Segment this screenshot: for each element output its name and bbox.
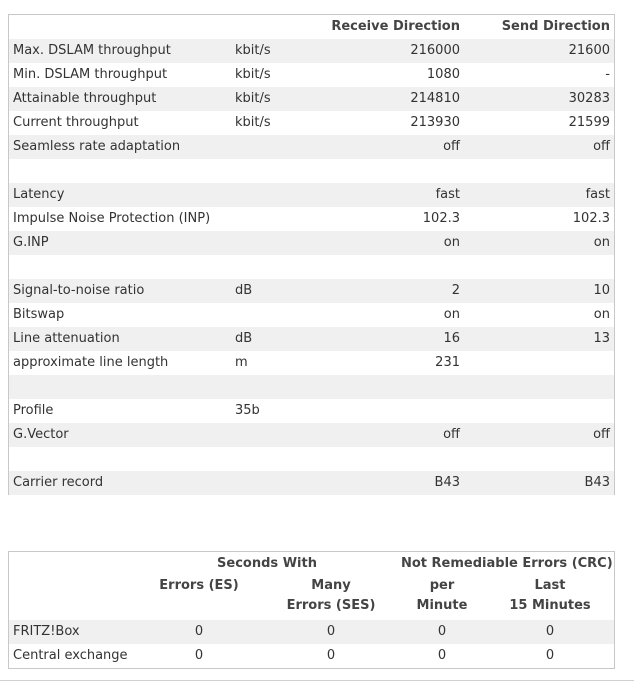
many-errors-value: 0 <box>326 624 336 639</box>
many-errors-header-line2: Errors (SES) <box>286 598 376 613</box>
row-unit: m <box>235 355 248 370</box>
per-minute-value: 0 <box>437 648 447 663</box>
many-errors-value: 0 <box>326 648 336 663</box>
dsl-row <box>9 399 614 423</box>
errors-es-value: 0 <box>194 624 204 639</box>
row-label: Central exchange <box>13 648 128 663</box>
crc-errors-header: Not Remediable Errors (CRC) <box>401 556 613 571</box>
receive-value: 1080 <box>426 67 460 82</box>
row-label: Attainable throughput <box>13 91 157 106</box>
send-direction-header: Send Direction <box>501 19 610 34</box>
error-table-column-header-1 <box>9 576 614 596</box>
many-errors-header-line1: Many <box>311 578 351 593</box>
send-value: 10 <box>593 283 610 298</box>
receive-value: B43 <box>434 475 460 490</box>
send-value: - <box>605 67 610 82</box>
row-unit: kbit/s <box>235 67 271 82</box>
row-label: Signal-to-noise ratio <box>13 283 145 298</box>
dsl-row <box>9 303 614 327</box>
error-counter-table <box>8 551 615 669</box>
row-unit: kbit/s <box>235 115 271 130</box>
row-unit: dB <box>235 331 253 346</box>
row-label: Bitswap <box>13 307 65 322</box>
dsl-row <box>9 351 614 375</box>
spacer-row <box>9 255 614 279</box>
page-divider <box>0 680 634 681</box>
send-value: on <box>593 307 610 322</box>
receive-value: 231 <box>435 355 460 370</box>
errors-es-header: Errors (ES) <box>159 578 239 593</box>
last-15-value: 0 <box>545 624 555 639</box>
row-label: Carrier record <box>13 475 104 490</box>
row-label: Current throughput <box>13 115 139 130</box>
row-label: Impulse Noise Protection (INP) <box>13 211 211 226</box>
send-value: off <box>593 139 610 154</box>
dsl-row <box>9 327 614 351</box>
row-label: G.INP <box>13 235 49 250</box>
dsl-row <box>9 279 614 303</box>
receive-value: 214810 <box>410 91 460 106</box>
row-label: FRITZ!Box <box>13 624 80 639</box>
error-table-column-header-2 <box>9 596 614 620</box>
receive-direction-header: Receive Direction <box>331 19 460 34</box>
send-value: 21600 <box>568 43 610 58</box>
send-value: 30283 <box>568 91 610 106</box>
row-label: approximate line length <box>13 355 169 370</box>
dsl-row <box>9 207 614 231</box>
receive-value: 213930 <box>410 115 460 130</box>
send-value: 13 <box>593 331 610 346</box>
receive-value: on <box>443 307 460 322</box>
receive-value: 16 <box>443 331 460 346</box>
send-value: off <box>593 427 610 442</box>
dsl-row <box>9 471 614 495</box>
send-value: 102.3 <box>572 211 610 226</box>
error-row <box>9 644 614 668</box>
row-label: Min. DSLAM throughput <box>13 67 168 82</box>
row-unit: 35b <box>235 403 260 418</box>
receive-value: fast <box>435 187 460 202</box>
per-minute-header-line1: per <box>429 578 455 593</box>
last-15-header-line1: Last <box>534 578 566 593</box>
send-value: on <box>593 235 610 250</box>
dsl-row <box>9 231 614 255</box>
dsl-row <box>9 135 614 159</box>
errors-es-value: 0 <box>194 648 204 663</box>
receive-value: 102.3 <box>422 211 460 226</box>
error-row <box>9 620 614 644</box>
dsl-row <box>9 183 614 207</box>
last-15-header-line2: 15 Minutes <box>509 598 591 613</box>
dsl-information-table <box>8 14 615 495</box>
send-value: fast <box>585 187 610 202</box>
row-label: Max. DSLAM throughput <box>13 43 171 58</box>
row-label: Profile <box>13 403 54 418</box>
per-minute-value: 0 <box>437 624 447 639</box>
row-label: Seamless rate adaptation <box>13 139 181 154</box>
receive-value: off <box>443 427 460 442</box>
row-unit: dB <box>235 283 253 298</box>
receive-value: off <box>443 139 460 154</box>
per-minute-header-line2: Minute <box>416 598 468 613</box>
send-value: B43 <box>584 475 610 490</box>
dsl-row <box>9 111 614 135</box>
spacer-row <box>9 447 614 471</box>
receive-value: on <box>443 235 460 250</box>
seconds-with-header: Seconds With <box>217 556 317 571</box>
row-unit: kbit/s <box>235 91 271 106</box>
dsl-row <box>9 423 614 447</box>
receive-value: 2 <box>451 283 460 298</box>
row-label: Latency <box>13 187 65 202</box>
spacer-row <box>9 375 614 399</box>
row-unit: kbit/s <box>235 43 271 58</box>
dsl-row <box>9 63 614 87</box>
receive-value: 216000 <box>410 43 460 58</box>
row-label: Line attenuation <box>13 331 120 346</box>
dsl-table-header <box>9 15 614 39</box>
last-15-value: 0 <box>545 648 555 663</box>
dsl-row <box>9 87 614 111</box>
send-value: 21599 <box>568 115 610 130</box>
dsl-row <box>9 39 614 63</box>
spacer-row <box>9 159 614 183</box>
row-label: G.Vector <box>13 427 69 442</box>
error-table-group-header <box>9 552 614 576</box>
